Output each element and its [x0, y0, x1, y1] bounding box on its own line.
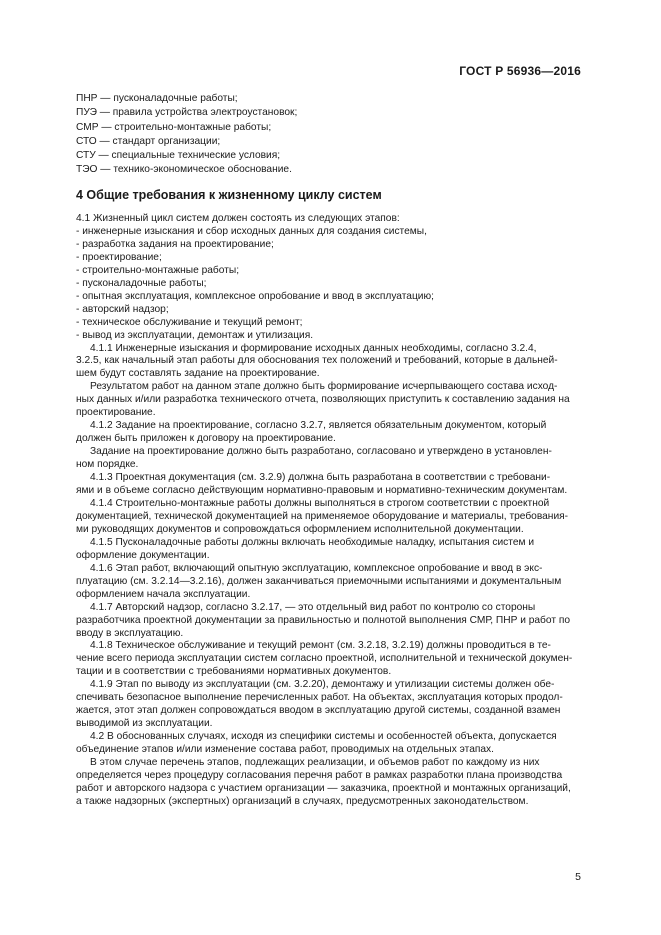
stage-list-item: - инженерные изыскания и сбор исходных данных для создания системы,	[76, 225, 427, 237]
paragraph-line: плуатацию (см. 3.2.14—3.2.16), должен заканчиваться приемочными испытаниями и документальным	[76, 575, 562, 587]
paragraph-line: 4.2 В обоснованных случаях, исходя из специфики системы и особенностей объекта, допускается	[90, 731, 557, 743]
paragraph-line: документацией, технической документацией на применяемое оборудование и материалы, требования-	[76, 510, 569, 522]
abbreviation-item: СМР — строительно-монтажные работы;	[76, 121, 272, 133]
section-heading: 4 Общие требования к жизненному циклу систем	[76, 188, 382, 202]
paragraph-line: 4.1.7 Авторский надзор, согласно 3.2.17, — это отдельный вид работ по контролю со стороны	[90, 601, 536, 613]
abbreviation-item: ПНР — пусконаладочные работы;	[76, 93, 238, 104]
paragraph-line: разработчика проектной документации за правильностью и полнотой выполнения СМР, ПНР и работ по	[76, 614, 571, 626]
paragraph-line: 4.1.5 Пусконаладочные работы должны включать необходимые наладку, испытания систем и	[90, 536, 535, 548]
paragraph-line: 4.1.6 Этап работ, включающий опытную эксплуатацию, комплексное опробование и ввод в экс-	[90, 562, 543, 574]
paragraph-line: работ и авторского надзора с участием организации — заказчика, проектной и монтажных организаций,	[76, 782, 571, 794]
paragraph-line: оформлением начала эксплуатации.	[76, 588, 251, 600]
stage-list-item: - опытная эксплуатация, комплексное опробование и ввод в эксплуатацию;	[76, 290, 434, 302]
paragraph-line: ных данных и/или разработка технического отчета, позволяющих приступить к составлению задания на	[76, 394, 570, 406]
paragraph-line: ями и в объеме согласно действующим нормативно-правовым и нормативно-техническим документам.	[76, 485, 568, 497]
paragraph-line: 4.1.8 Техническое обслуживание и текущий ремонт (см. 3.2.18, 3.2.19) должны проводиться в те-	[90, 640, 551, 652]
stage-list-item: - пусконаладочные работы;	[76, 277, 207, 289]
paragraph-line: должен быть приложен к договору на проектирование.	[76, 433, 336, 445]
paragraph-line: Результатом работ на данном этапе должно быть формирование исчерпывающего состава исход-	[90, 381, 558, 393]
paragraph-line: 4.1.1 Инженерные изыскания и формирование исходных данных необходимы, согласно 3.2.4,	[90, 342, 537, 354]
paragraph-line: проектирование.	[76, 407, 156, 419]
paragraph-line: а также надзорных (экспертных) организаций в случаях, предусмотренных законодательством.	[76, 795, 529, 807]
paragraph-line: 4.1.2 Задание на проектирование, согласно 3.2.7, является обязательным документом, который	[90, 420, 547, 432]
paragraph-line: 4.1.9 Этап по выводу из эксплуатации (см. 3.2.20), демонтажу и утилизации системы должен обе-	[90, 679, 555, 691]
paragraph-line: чение всего периода эксплуатации систем согласно проектной, исполнительной и технической докумен-	[76, 653, 573, 665]
paragraph-line: вводу в эксплуатацию.	[76, 627, 184, 639]
paragraph-line: В этом случае перечень этапов, подлежащих реализации, и объемов работ по каждому из них	[90, 757, 540, 769]
stage-list-item: - строительно-монтажные работы;	[76, 264, 240, 276]
paragraph-line: спечивать безопасное выполнение перечисленных работ. На объектах, эксплуатация которых продол-	[76, 692, 563, 704]
paragraphs	[76, 343, 586, 809]
stage-list-item: - проектирование;	[76, 251, 162, 263]
stage-list-item: - вывод из эксплуатации, демонтаж и утилизация.	[76, 329, 314, 341]
paragraph-line: 4.1.4 Строительно-монтажные работы должны выполняться в строгом соответствии с проектной	[90, 497, 550, 509]
paragraph-line: жается, этот этап должен сопровождаться вводом в эксплуатацию другой системы, созданной взамен	[76, 705, 561, 717]
paragraph-line: 3.2.5, как начальный этап работы для обоснования тех положений и требований, которые в дальней-	[76, 355, 558, 367]
document-id: ГОСТ Р 56936—2016	[459, 64, 581, 78]
paragraph-line: ном порядке.	[76, 459, 139, 471]
abbreviation-item: ПУЭ — правила устройства электроустановок;	[76, 107, 298, 119]
abbreviation-item: ТЭО — технико-экономическое обоснование.	[76, 164, 292, 176]
stage-list-item: - разработка задания на проектирование;	[76, 238, 274, 250]
paragraph-line: объединение этапов и/или изменение состава работ, проводимых на отдельных этапах.	[76, 744, 494, 756]
clause-4-1-intro: 4.1 Жизненный цикл систем должен состоять из следующих этапов:	[76, 213, 400, 224]
paragraph-line: 4.1.3 Проектная документация (см. 3.2.9) должна быть разработана в соответствии с требовани-	[90, 472, 551, 484]
abbreviation-item: СТУ — специальные технические условия;	[76, 150, 281, 162]
paragraph-line: оформление документации.	[76, 549, 210, 561]
paragraph-line: ми руководящих документов и сопровождаться оформлением исполнительной документации.	[76, 523, 524, 535]
paragraph-line: Задание на проектирование должно быть разработано, согласовано и утверждено в установлен-	[90, 446, 552, 458]
paragraph-line: шем будут составлять задание на проектирование.	[76, 368, 320, 380]
stage-list-item: - авторский надзор;	[76, 303, 169, 315]
paragraph-line: тации и в соответствии с требованиями нормативных документов.	[76, 666, 392, 678]
page-number: 5	[575, 871, 581, 883]
abbreviation-list	[76, 92, 586, 178]
abbreviation-item: СТО — стандарт организации;	[76, 135, 221, 147]
stage-list-item: - техническое обслуживание и текущий ремонт;	[76, 316, 303, 328]
paragraph-line: определяется через процедуру согласования перечня работ в рамках разработки плана производства	[76, 769, 563, 781]
section-body	[76, 213, 586, 809]
paragraph-line: выводимой из эксплуатации.	[76, 718, 213, 730]
